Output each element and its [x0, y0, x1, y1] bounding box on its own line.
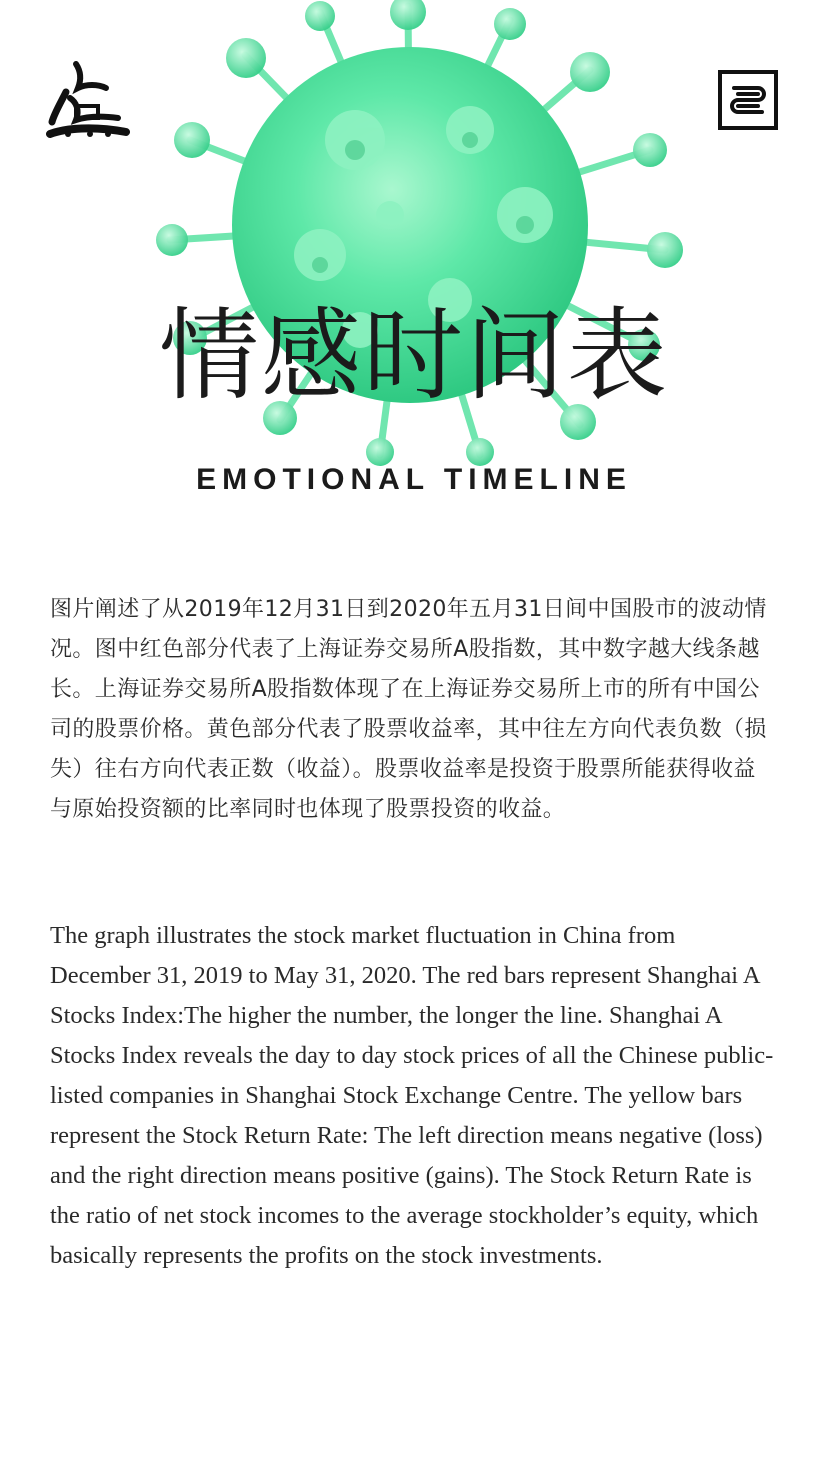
- hero-section: [0, 0, 828, 520]
- description-english: The graph illustrates the stock market fluctuation in China from December 31, 2019 to May 31, 2020. The red bars represent Shanghai A Stocks Index:The higher the number, the longer the line. Shanghai A Stocks Index reveals the day to day stock prices of all the Chinese public-listed companies in Shanghai Stock Exchange Centre. The yellow bars represent the Stock Return Rate: The left direction means negative (loss) and the right direction means positive (gains). The Stock Return Rate is the ratio of net stock incomes to the average stockholder’s equity, which basically represents the profits on the stock investments.: [50, 922, 774, 1269]
- calligraphy-logo-icon[interactable]: [46, 58, 130, 142]
- menu-button[interactable]: [718, 70, 778, 130]
- page-title: 情感时间表: [159, 297, 669, 414]
- page-subtitle: EMOTIONAL TIMELINE: [196, 463, 632, 496]
- description-chinese: 图片阐述了从2019年12月31日到2020年五月31日间中国股市的波动情况。图中红色部分代表了上海证券交易所A股指数，其中数字越大线条越长。上海证券交易所A股指数体现了在上海证券交易所上市的所有中国公司的股票价格。黄色部分代表了股票收益率，其中往左方向代表负数（损失）往右方向代表正数（收益）。股票收益率是投资于股票所能获得收益与原始投资额的比率同时也体现了股票投资的收益。: [50, 597, 767, 822]
- menu-icon: [728, 82, 768, 118]
